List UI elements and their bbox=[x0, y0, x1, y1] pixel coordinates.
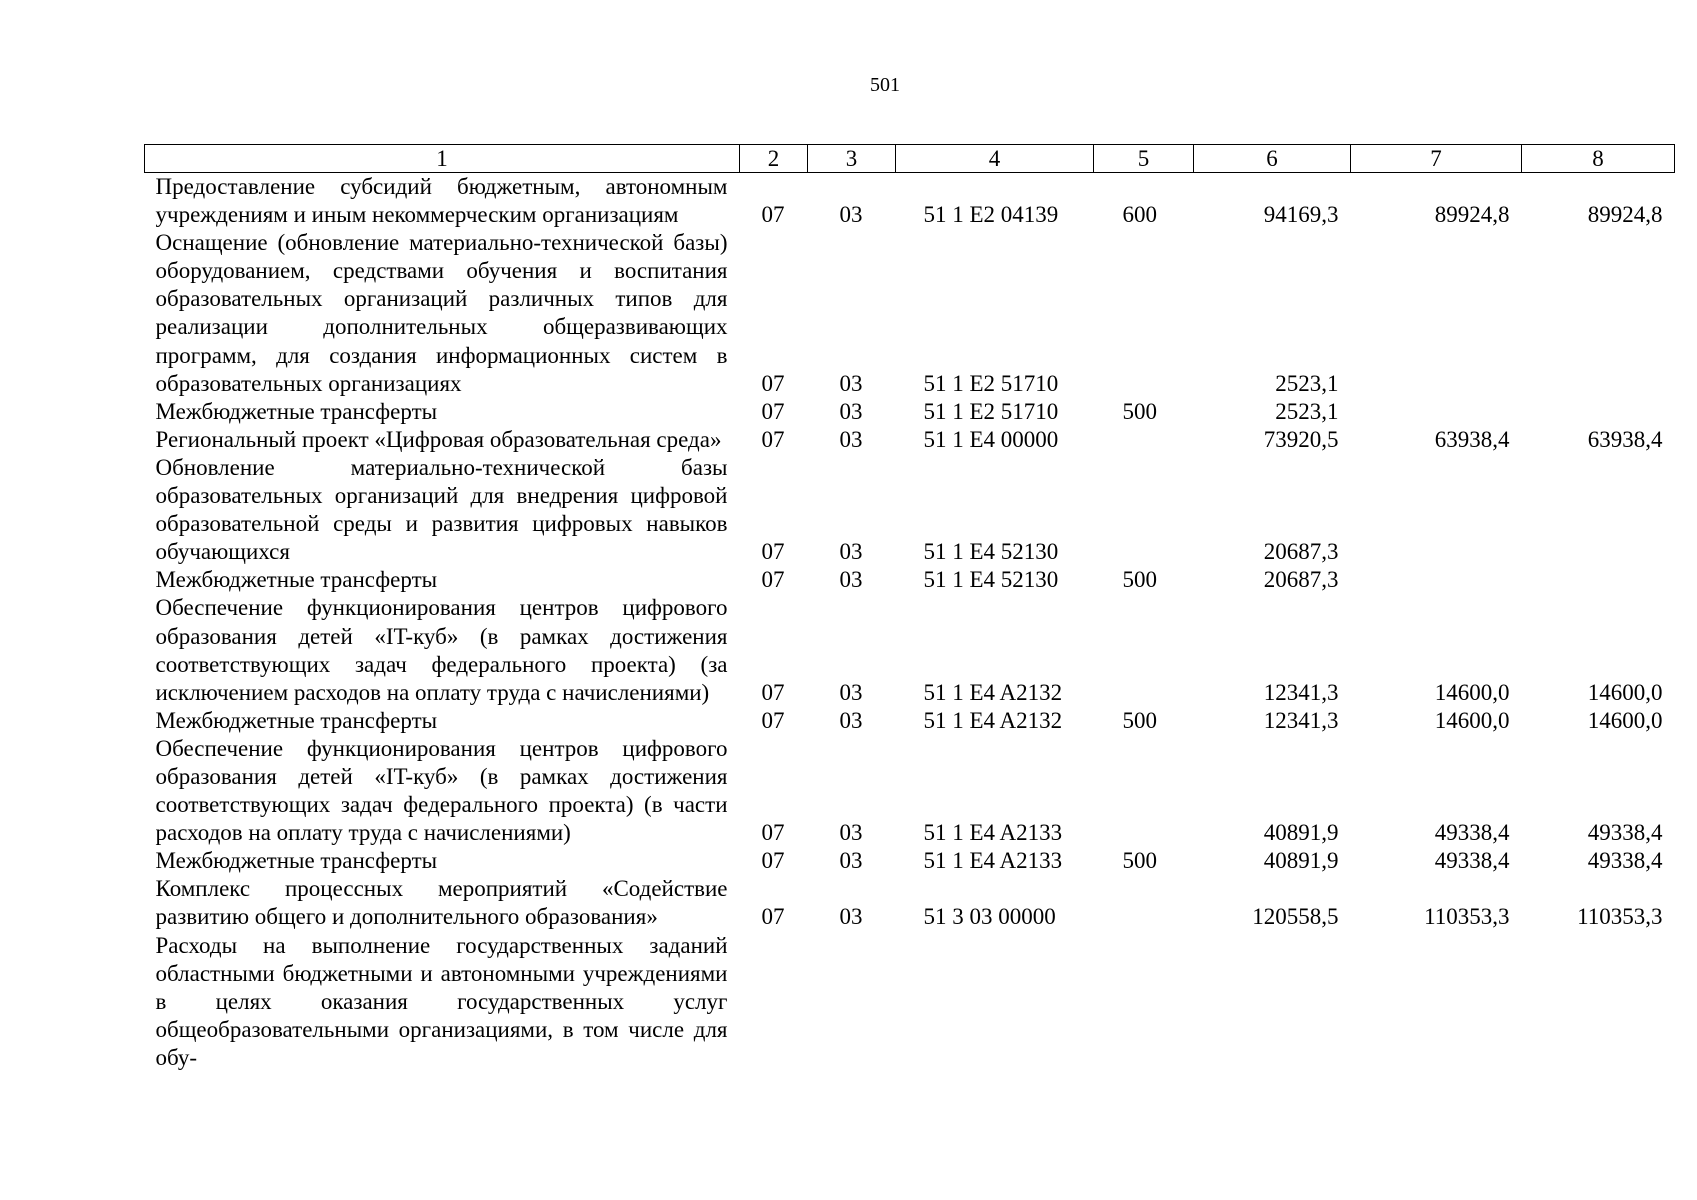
cell-subsection: 03 bbox=[839, 904, 863, 930]
header-col-8: 8 bbox=[1522, 145, 1675, 173]
cell-amount-1: 73920,5 bbox=[1263, 426, 1339, 452]
cell-amount-2: 14600,0 bbox=[1434, 707, 1510, 733]
cell-subsection: 03 bbox=[839, 426, 863, 452]
table-header bbox=[145, 145, 1675, 173]
cell-amount-1: 40891,9 bbox=[1263, 820, 1339, 846]
cell-expense-type bbox=[1094, 454, 1194, 566]
cell-amount-2 bbox=[1351, 454, 1522, 566]
cell-section: 07 bbox=[761, 679, 785, 705]
cell-amount-2: 14600,0 bbox=[1434, 679, 1510, 705]
cell-amount-1: 40891,9 bbox=[1263, 848, 1339, 874]
cell-amount-3 bbox=[1522, 566, 1675, 594]
cell-amount-3 bbox=[1522, 454, 1675, 566]
cell-amount-3: 49338,4 bbox=[1587, 848, 1663, 874]
cell-subsection: 03 bbox=[839, 370, 863, 396]
cell-amount-1: 94169,3 bbox=[1263, 202, 1339, 228]
cell-name: Обеспечение функционирования центров цифрового образования детей «IT-куб» (в рамках достижения соответствующих задач федерального проекта) (за исключением расходов на оплату труда с начислениями) bbox=[155, 595, 728, 705]
cell-amount-3 bbox=[1522, 398, 1675, 426]
cell-section: 07 bbox=[761, 426, 785, 452]
cell-expense-type bbox=[1094, 875, 1194, 931]
cell-subsection bbox=[808, 932, 896, 1072]
cell-expense-type: 600 bbox=[1122, 202, 1157, 228]
page-number: 501 bbox=[870, 74, 900, 96]
cell-expense-type: 500 bbox=[1122, 848, 1157, 874]
cell-section: 07 bbox=[761, 904, 785, 930]
header-row bbox=[145, 145, 1675, 173]
table-row bbox=[145, 398, 1675, 426]
table-row bbox=[145, 566, 1675, 594]
cell-name: Межбюджетные трансферты bbox=[155, 848, 438, 874]
cell-expense-type bbox=[1094, 229, 1194, 398]
cell-name: Обновление материально-технической базы образовательных организаций для внедрения цифровой образовательной среды и развития цифровых навыков обучающихся bbox=[155, 454, 728, 565]
table-row bbox=[145, 735, 1675, 847]
cell-amount-3: 49338,4 bbox=[1587, 820, 1663, 846]
cell-subsection: 03 bbox=[839, 848, 863, 874]
cell-target-article: 51 1 E4 A2132 bbox=[923, 679, 1063, 705]
table-row bbox=[145, 426, 1675, 454]
table-body bbox=[145, 173, 1675, 1073]
cell-amount-1: 12341,3 bbox=[1263, 707, 1339, 733]
cell-target-article: 51 1 E4 A2133 bbox=[923, 820, 1063, 846]
table-row bbox=[145, 707, 1675, 735]
cell-target-article: 51 1 E4 A2133 bbox=[923, 848, 1063, 874]
cell-amount-3: 14600,0 bbox=[1587, 707, 1663, 733]
header-col-2: 2 bbox=[740, 145, 808, 173]
cell-expense-type: 500 bbox=[1122, 707, 1157, 733]
cell-amount-3: 110353,3 bbox=[1577, 904, 1663, 930]
cell-amount-2: 89924,8 bbox=[1434, 202, 1510, 228]
cell-section: 07 bbox=[761, 707, 785, 733]
cell-amount-1: 120558,5 bbox=[1252, 904, 1339, 930]
header-col-7: 7 bbox=[1351, 145, 1522, 173]
cell-amount-3: 14600,0 bbox=[1587, 679, 1663, 705]
cell-amount-1: 2523,1 bbox=[1275, 398, 1339, 424]
cell-target-article: 51 3 03 00000 bbox=[923, 904, 1056, 930]
cell-amount-1: 20687,3 bbox=[1263, 567, 1339, 593]
cell-expense-type: 500 bbox=[1122, 398, 1157, 424]
cell-amount-1: 2523,1 bbox=[1275, 370, 1339, 396]
cell-expense-type bbox=[1094, 594, 1194, 706]
cell-section: 07 bbox=[761, 567, 785, 593]
cell-amount-2 bbox=[1351, 566, 1522, 594]
cell-target-article: 51 1 E2 51710 bbox=[923, 398, 1059, 424]
cell-subsection: 03 bbox=[839, 539, 863, 565]
budget-table bbox=[144, 144, 1675, 1072]
table-row bbox=[145, 173, 1675, 230]
cell-expense-type bbox=[1094, 932, 1194, 1072]
header-col-5: 5 bbox=[1094, 145, 1194, 173]
cell-name: Межбюджетные трансферты bbox=[155, 707, 438, 733]
cell-subsection: 03 bbox=[839, 707, 863, 733]
cell-amount-1 bbox=[1194, 932, 1351, 1072]
cell-amount-3 bbox=[1522, 932, 1675, 1072]
cell-expense-type bbox=[1094, 735, 1194, 847]
cell-name: Комплекс процессных мероприятий «Содействие развитию общего и дополнительного образования» bbox=[155, 876, 728, 930]
cell-target-article bbox=[896, 932, 1094, 1072]
cell-amount-1: 12341,3 bbox=[1263, 679, 1339, 705]
header-col-3: 3 bbox=[808, 145, 896, 173]
table-row bbox=[145, 932, 1675, 1072]
cell-target-article: 51 1 E4 52130 bbox=[923, 539, 1059, 565]
cell-amount-2 bbox=[1351, 932, 1522, 1072]
cell-target-article: 51 1 E4 52130 bbox=[923, 567, 1059, 593]
cell-target-article: 51 1 E2 51710 bbox=[923, 370, 1059, 396]
cell-section: 07 bbox=[761, 848, 785, 874]
header-col-4: 4 bbox=[896, 145, 1094, 173]
cell-name: Расходы на выполнение государственных заданий областными бюджетными и автономными учреждениями в целях оказания государственных услуг общеобразовательными организациями, в том числе для обу- bbox=[155, 932, 728, 1070]
cell-amount-3 bbox=[1522, 229, 1675, 398]
cell-amount-2 bbox=[1351, 229, 1522, 398]
cell-section: 07 bbox=[761, 398, 785, 424]
cell-section: 07 bbox=[761, 202, 785, 228]
cell-name: Межбюджетные трансферты bbox=[155, 398, 438, 424]
cell-target-article: 51 1 E4 00000 bbox=[923, 426, 1059, 452]
cell-target-article: 51 1 E2 04139 bbox=[923, 202, 1059, 228]
cell-amount-3: 89924,8 bbox=[1587, 202, 1663, 228]
cell-subsection: 03 bbox=[839, 820, 863, 846]
cell-expense-type bbox=[1094, 426, 1194, 454]
cell-subsection: 03 bbox=[839, 679, 863, 705]
cell-subsection: 03 bbox=[839, 398, 863, 424]
cell-name: Обеспечение функционирования центров цифрового образования детей «IT-куб» (в рамках достижения соответствующих задач федерального проекта) (в части расходов на оплату труда с начислениями) bbox=[155, 735, 728, 846]
cell-section: 07 bbox=[761, 370, 785, 396]
cell-amount-1: 20687,3 bbox=[1263, 539, 1339, 565]
cell-amount-2: 110353,3 bbox=[1424, 904, 1510, 930]
table-row bbox=[145, 454, 1675, 566]
cell-amount-2 bbox=[1351, 398, 1522, 426]
cell-section: 07 bbox=[761, 820, 785, 846]
header-col-1: 1 bbox=[145, 145, 740, 173]
cell-name: Межбюджетные трансферты bbox=[155, 567, 438, 593]
table-row bbox=[145, 847, 1675, 875]
cell-section bbox=[740, 932, 808, 1072]
cell-target-article: 51 1 E4 A2132 bbox=[923, 707, 1063, 733]
cell-amount-3: 63938,4 bbox=[1587, 426, 1663, 452]
cell-expense-type: 500 bbox=[1122, 567, 1157, 593]
table-row bbox=[145, 229, 1675, 398]
table-row bbox=[145, 594, 1675, 706]
table-row bbox=[145, 875, 1675, 931]
cell-name: Предоставление субсидий бюджетным, автономным учреждениям и иным некоммерческим организациям bbox=[155, 174, 728, 228]
cell-amount-2: 49338,4 bbox=[1434, 820, 1510, 846]
cell-amount-2: 49338,4 bbox=[1434, 848, 1510, 874]
cell-name: Региональный проект «Цифровая образовательная среда» bbox=[155, 426, 722, 452]
cell-section: 07 bbox=[761, 539, 785, 565]
header-col-6: 6 bbox=[1194, 145, 1351, 173]
cell-name: Оснащение (обновление материально-технической базы) оборудованием, средствами обучения и воспитания образовательных организаций различных типов для реализации дополнительных общеразвивающих программ, для создания информационных систем в образовательных организациях bbox=[155, 230, 728, 396]
cell-subsection: 03 bbox=[839, 567, 863, 593]
cell-subsection: 03 bbox=[839, 202, 863, 228]
cell-amount-2: 63938,4 bbox=[1434, 426, 1510, 452]
